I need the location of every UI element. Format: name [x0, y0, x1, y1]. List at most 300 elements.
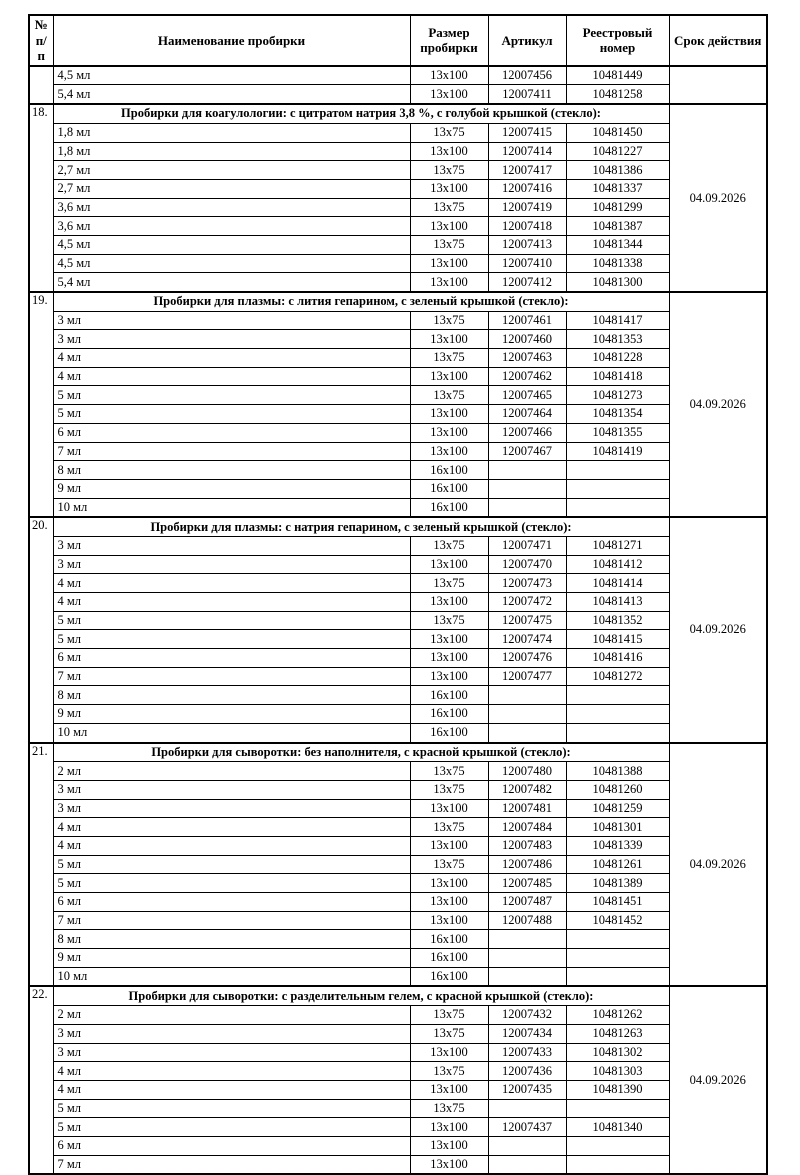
tubes-registry-table — [28, 14, 768, 1175]
tube-name: 5 мл — [53, 1118, 410, 1137]
tube-registry-number: 10481355 — [566, 423, 669, 442]
tube-registry-number — [566, 479, 669, 498]
tube-registry-number — [566, 705, 669, 724]
tube-article: 12007483 — [488, 836, 566, 855]
tube-name: 5,4 мл — [53, 85, 410, 104]
tube-row — [29, 818, 767, 837]
tube-size: 13x75 — [410, 161, 488, 180]
tube-name: 5 мл — [53, 386, 410, 405]
tube-size: 13x100 — [410, 911, 488, 930]
table-header-row — [29, 15, 767, 66]
tube-registry-number: 10481352 — [566, 611, 669, 630]
tube-registry-number: 10481388 — [566, 762, 669, 781]
tube-row — [29, 85, 767, 104]
validity-date: 04.09.2026 — [669, 292, 767, 517]
tube-size: 13x75 — [410, 536, 488, 555]
tube-article: 12007462 — [488, 367, 566, 386]
section-number: 20. — [29, 517, 53, 742]
tube-article: 12007432 — [488, 1006, 566, 1025]
tube-article: 12007475 — [488, 611, 566, 630]
tube-name: 1,8 мл — [53, 142, 410, 161]
tube-row — [29, 1006, 767, 1025]
tube-registry-number — [566, 461, 669, 480]
tube-name: 9 мл — [53, 479, 410, 498]
tube-article — [488, 1099, 566, 1118]
tube-registry-number: 10481261 — [566, 855, 669, 874]
tube-article: 12007472 — [488, 593, 566, 612]
tube-name: 4 мл — [53, 593, 410, 612]
tube-row — [29, 949, 767, 968]
tube-size: 13x75 — [410, 1006, 488, 1025]
tube-registry-number: 10481344 — [566, 235, 669, 254]
tube-registry-number: 10481354 — [566, 405, 669, 424]
tube-row — [29, 311, 767, 330]
tube-row — [29, 893, 767, 912]
section-header-row — [29, 292, 767, 311]
tube-name: 2 мл — [53, 762, 410, 781]
tube-row — [29, 235, 767, 254]
tube-article: 12007461 — [488, 311, 566, 330]
tube-name: 5 мл — [53, 855, 410, 874]
tube-row — [29, 330, 767, 349]
tube-registry-number: 10481412 — [566, 555, 669, 574]
tube-article: 12007477 — [488, 667, 566, 686]
tube-article: 12007470 — [488, 555, 566, 574]
tube-article: 12007436 — [488, 1062, 566, 1081]
section-title: Пробирки для плазмы: с лития гепарином, с зеленый крышкой (стекло): — [53, 292, 669, 311]
tube-row — [29, 723, 767, 742]
tube-row — [29, 836, 767, 855]
tube-size: 13x100 — [410, 893, 488, 912]
tube-article: 12007485 — [488, 874, 566, 893]
tube-registry-number: 10481340 — [566, 1118, 669, 1137]
tube-name: 7 мл — [53, 442, 410, 461]
tube-size: 13x100 — [410, 254, 488, 273]
tube-article — [488, 930, 566, 949]
tube-registry-number: 10481303 — [566, 1062, 669, 1081]
tube-registry-number: 10481258 — [566, 85, 669, 104]
tube-size: 13x75 — [410, 235, 488, 254]
tube-size: 13x100 — [410, 649, 488, 668]
col-header-validity: Срок действия — [669, 15, 767, 66]
tube-row — [29, 123, 767, 142]
tube-row — [29, 1024, 767, 1043]
tube-size: 16x100 — [410, 686, 488, 705]
tube-row — [29, 555, 767, 574]
tube-registry-number: 10481227 — [566, 142, 669, 161]
tube-row — [29, 874, 767, 893]
tube-article: 12007465 — [488, 386, 566, 405]
tube-registry-number: 10481339 — [566, 836, 669, 855]
tube-size: 13x100 — [410, 85, 488, 104]
tube-article: 12007486 — [488, 855, 566, 874]
tube-row — [29, 217, 767, 236]
tube-article: 12007412 — [488, 273, 566, 292]
tube-article — [488, 1155, 566, 1174]
tube-row — [29, 855, 767, 874]
tube-article — [488, 1136, 566, 1155]
validity-date: 04.09.2026 — [669, 517, 767, 742]
tube-row — [29, 273, 767, 292]
tube-size: 13x75 — [410, 1099, 488, 1118]
tube-name: 5 мл — [53, 630, 410, 649]
tube-name: 6 мл — [53, 649, 410, 668]
tube-registry-number: 10481301 — [566, 818, 669, 837]
tube-row — [29, 649, 767, 668]
tube-size: 16x100 — [410, 930, 488, 949]
tube-row — [29, 349, 767, 368]
tube-article: 12007437 — [488, 1118, 566, 1137]
tube-row — [29, 66, 767, 85]
tube-size: 13x75 — [410, 311, 488, 330]
tube-name: 8 мл — [53, 686, 410, 705]
tube-size: 13x100 — [410, 630, 488, 649]
tube-size: 13x100 — [410, 405, 488, 424]
tube-registry-number: 10481302 — [566, 1043, 669, 1062]
tube-article: 12007434 — [488, 1024, 566, 1043]
col-header-row-number: № п/п — [29, 15, 53, 66]
tube-size: 13x100 — [410, 66, 488, 85]
tube-article — [488, 949, 566, 968]
tube-name: 3 мл — [53, 1043, 410, 1062]
tube-row — [29, 667, 767, 686]
tube-row — [29, 574, 767, 593]
tube-size: 13x100 — [410, 179, 488, 198]
tube-registry-number: 10481353 — [566, 330, 669, 349]
tube-name: 8 мл — [53, 461, 410, 480]
section-title: Пробирки для сыворотки: с разделительным гелем, с красной крышкой (стекло): — [53, 986, 669, 1005]
tube-row — [29, 442, 767, 461]
section-number: 19. — [29, 292, 53, 517]
tube-size: 16x100 — [410, 723, 488, 742]
tube-row — [29, 479, 767, 498]
section-number: 18. — [29, 104, 53, 292]
tube-name: 5 мл — [53, 611, 410, 630]
tube-article: 12007418 — [488, 217, 566, 236]
tube-name: 4 мл — [53, 1080, 410, 1099]
tube-row — [29, 1136, 767, 1155]
tube-row — [29, 593, 767, 612]
tube-size: 13x75 — [410, 123, 488, 142]
tube-article: 12007466 — [488, 423, 566, 442]
tube-article — [488, 705, 566, 724]
tube-name: 7 мл — [53, 911, 410, 930]
tube-name: 3,6 мл — [53, 198, 410, 217]
tube-row — [29, 179, 767, 198]
section-header-row — [29, 743, 767, 762]
tube-size: 16x100 — [410, 479, 488, 498]
tube-size: 13x100 — [410, 217, 488, 236]
tube-row — [29, 630, 767, 649]
table-body — [29, 66, 767, 1175]
tube-size: 13x100 — [410, 836, 488, 855]
tube-size: 13x75 — [410, 855, 488, 874]
tube-row — [29, 1099, 767, 1118]
tube-registry-number: 10481271 — [566, 536, 669, 555]
tube-size: 16x100 — [410, 705, 488, 724]
tube-row — [29, 1155, 767, 1174]
tube-size: 13x100 — [410, 1155, 488, 1174]
tube-article — [488, 686, 566, 705]
section-number: 22. — [29, 986, 53, 1174]
tube-name: 3 мл — [53, 799, 410, 818]
tube-size: 13x100 — [410, 874, 488, 893]
tube-size: 13x75 — [410, 386, 488, 405]
tube-row — [29, 1118, 767, 1137]
tube-registry-number — [566, 1099, 669, 1118]
tube-row — [29, 799, 767, 818]
tube-row — [29, 686, 767, 705]
validity-date: 04.09.2026 — [669, 104, 767, 292]
tube-size: 13x100 — [410, 593, 488, 612]
tube-article — [488, 479, 566, 498]
tube-row — [29, 423, 767, 442]
tube-size: 13x75 — [410, 574, 488, 593]
tube-row — [29, 498, 767, 517]
tube-article: 12007484 — [488, 818, 566, 837]
tube-size: 13x75 — [410, 1062, 488, 1081]
tube-row — [29, 367, 767, 386]
tube-article: 12007464 — [488, 405, 566, 424]
tube-size: 13x75 — [410, 780, 488, 799]
tube-name: 3 мл — [53, 780, 410, 799]
tube-article: 12007473 — [488, 574, 566, 593]
tube-size: 13x100 — [410, 442, 488, 461]
tube-name: 4 мл — [53, 1062, 410, 1081]
tube-name: 6 мл — [53, 423, 410, 442]
tube-registry-number — [566, 1155, 669, 1174]
tube-size: 16x100 — [410, 461, 488, 480]
tube-size: 13x100 — [410, 273, 488, 292]
tube-name: 4 мл — [53, 836, 410, 855]
tube-row — [29, 161, 767, 180]
tube-name: 10 мл — [53, 967, 410, 986]
tube-registry-number: 10481390 — [566, 1080, 669, 1099]
section-number — [29, 66, 53, 104]
tube-article — [488, 498, 566, 517]
tube-name: 5 мл — [53, 874, 410, 893]
col-header-tube-name: Наименование пробирки — [53, 15, 410, 66]
tube-article: 12007474 — [488, 630, 566, 649]
tube-article — [488, 461, 566, 480]
section-title: Пробирки для коагулологии: с цитратом натрия 3,8 %, с голубой крышкой (стекло): — [53, 104, 669, 123]
tube-name: 4 мл — [53, 367, 410, 386]
tube-row — [29, 967, 767, 986]
tube-article: 12007415 — [488, 123, 566, 142]
tube-row — [29, 911, 767, 930]
tube-article: 12007417 — [488, 161, 566, 180]
tube-size: 13x75 — [410, 1024, 488, 1043]
tube-registry-number: 10481452 — [566, 911, 669, 930]
tube-registry-number — [566, 498, 669, 517]
tube-registry-number — [566, 723, 669, 742]
tube-registry-number: 10481419 — [566, 442, 669, 461]
tube-registry-number: 10481413 — [566, 593, 669, 612]
tube-size: 13x100 — [410, 367, 488, 386]
tube-size: 13x75 — [410, 198, 488, 217]
tube-name: 6 мл — [53, 1136, 410, 1155]
tube-name: 5 мл — [53, 1099, 410, 1118]
tube-name: 1,8 мл — [53, 123, 410, 142]
validity-date: 04.09.2026 — [669, 743, 767, 987]
tube-name: 2,7 мл — [53, 179, 410, 198]
tube-size: 16x100 — [410, 949, 488, 968]
tube-article: 12007463 — [488, 349, 566, 368]
tube-size: 13x100 — [410, 1043, 488, 1062]
tube-name: 3 мл — [53, 555, 410, 574]
tube-row — [29, 1062, 767, 1081]
tube-article: 12007410 — [488, 254, 566, 273]
tube-size: 13x100 — [410, 799, 488, 818]
validity-date — [669, 66, 767, 104]
tube-registry-number: 10481299 — [566, 198, 669, 217]
tube-name: 4,5 мл — [53, 235, 410, 254]
tube-name: 10 мл — [53, 723, 410, 742]
tube-row — [29, 461, 767, 480]
tube-size: 13x100 — [410, 555, 488, 574]
tube-registry-number: 10481416 — [566, 649, 669, 668]
col-header-registry-number: Реестровый номер — [566, 15, 669, 66]
tube-row — [29, 780, 767, 799]
tube-article: 12007476 — [488, 649, 566, 668]
tube-name: 5 мл — [53, 405, 410, 424]
tube-size: 13x75 — [410, 611, 488, 630]
tube-row — [29, 198, 767, 217]
tube-size: 16x100 — [410, 498, 488, 517]
tube-size: 13x100 — [410, 423, 488, 442]
tube-article: 12007471 — [488, 536, 566, 555]
tube-name: 3 мл — [53, 311, 410, 330]
validity-date: 04.09.2026 — [669, 986, 767, 1174]
tube-article — [488, 723, 566, 742]
tube-row — [29, 405, 767, 424]
tube-registry-number: 10481389 — [566, 874, 669, 893]
tube-row — [29, 762, 767, 781]
tube-article: 12007419 — [488, 198, 566, 217]
tube-size: 13x100 — [410, 330, 488, 349]
tube-name: 7 мл — [53, 1155, 410, 1174]
tube-article: 12007460 — [488, 330, 566, 349]
tube-registry-number — [566, 967, 669, 986]
tube-size: 13x100 — [410, 1118, 488, 1137]
tube-name: 4 мл — [53, 574, 410, 593]
tube-registry-number: 10481450 — [566, 123, 669, 142]
col-header-tube-size: Размер пробирки — [410, 15, 488, 66]
tube-size: 13x100 — [410, 1080, 488, 1099]
tube-registry-number: 10481300 — [566, 273, 669, 292]
tube-name: 6 мл — [53, 893, 410, 912]
tube-article: 12007413 — [488, 235, 566, 254]
tube-row — [29, 1080, 767, 1099]
tube-row — [29, 611, 767, 630]
tube-row — [29, 705, 767, 724]
tube-registry-number — [566, 930, 669, 949]
tube-article: 12007416 — [488, 179, 566, 198]
tube-registry-number — [566, 1136, 669, 1155]
tube-registry-number: 10481338 — [566, 254, 669, 273]
tube-name: 2,7 мл — [53, 161, 410, 180]
table-header — [29, 15, 767, 66]
tube-article: 12007414 — [488, 142, 566, 161]
tube-size: 13x75 — [410, 349, 488, 368]
tube-registry-number: 10481386 — [566, 161, 669, 180]
tube-registry-number: 10481260 — [566, 780, 669, 799]
tube-name: 4,5 мл — [53, 66, 410, 85]
tube-name: 3 мл — [53, 536, 410, 555]
tube-article: 12007411 — [488, 85, 566, 104]
tube-article: 12007456 — [488, 66, 566, 85]
tube-registry-number: 10481417 — [566, 311, 669, 330]
tube-name: 8 мл — [53, 930, 410, 949]
tube-name: 4 мл — [53, 349, 410, 368]
tube-article: 12007435 — [488, 1080, 566, 1099]
tube-name: 3,6 мл — [53, 217, 410, 236]
tube-name: 7 мл — [53, 667, 410, 686]
tube-article: 12007482 — [488, 780, 566, 799]
tube-article — [488, 967, 566, 986]
tube-name: 9 мл — [53, 705, 410, 724]
tube-name: 9 мл — [53, 949, 410, 968]
tube-registry-number: 10481228 — [566, 349, 669, 368]
tube-registry-number: 10481451 — [566, 893, 669, 912]
tube-registry-number: 10481272 — [566, 667, 669, 686]
tube-size: 16x100 — [410, 967, 488, 986]
tube-article: 12007488 — [488, 911, 566, 930]
tube-size: 13x75 — [410, 818, 488, 837]
col-header-article: Артикул — [488, 15, 566, 66]
tube-registry-number: 10481262 — [566, 1006, 669, 1025]
tube-row — [29, 930, 767, 949]
tube-name: 4,5 мл — [53, 254, 410, 273]
tube-row — [29, 142, 767, 161]
tube-row — [29, 386, 767, 405]
section-header-row — [29, 517, 767, 536]
tube-name: 2 мл — [53, 1006, 410, 1025]
tube-registry-number: 10481337 — [566, 179, 669, 198]
tube-row — [29, 536, 767, 555]
section-header-row — [29, 104, 767, 123]
tube-registry-number: 10481415 — [566, 630, 669, 649]
section-header-row — [29, 986, 767, 1005]
tube-name: 3 мл — [53, 330, 410, 349]
tube-name: 10 мл — [53, 498, 410, 517]
tube-row — [29, 1043, 767, 1062]
tube-article: 12007467 — [488, 442, 566, 461]
tube-registry-number — [566, 686, 669, 705]
tube-registry-number — [566, 949, 669, 968]
section-title: Пробирки для плазмы: с натрия гепарином, с зеленый крышкой (стекло): — [53, 517, 669, 536]
section-title: Пробирки для сыворотки: без наполнителя, с красной крышкой (стекло): — [53, 743, 669, 762]
tube-name: 3 мл — [53, 1024, 410, 1043]
tube-size: 13x75 — [410, 762, 488, 781]
tube-registry-number: 10481449 — [566, 66, 669, 85]
tube-row — [29, 254, 767, 273]
tube-registry-number: 10481418 — [566, 367, 669, 386]
tube-name: 5,4 мл — [53, 273, 410, 292]
tube-size: 13x100 — [410, 667, 488, 686]
tube-article: 12007433 — [488, 1043, 566, 1062]
tube-registry-number: 10481273 — [566, 386, 669, 405]
tube-registry-number: 10481259 — [566, 799, 669, 818]
tube-article: 12007487 — [488, 893, 566, 912]
tube-size: 13x100 — [410, 1136, 488, 1155]
tube-registry-number: 10481414 — [566, 574, 669, 593]
tube-registry-number: 10481387 — [566, 217, 669, 236]
tube-name: 4 мл — [53, 818, 410, 837]
tube-article: 12007480 — [488, 762, 566, 781]
tube-registry-number: 10481263 — [566, 1024, 669, 1043]
tube-size: 13x100 — [410, 142, 488, 161]
